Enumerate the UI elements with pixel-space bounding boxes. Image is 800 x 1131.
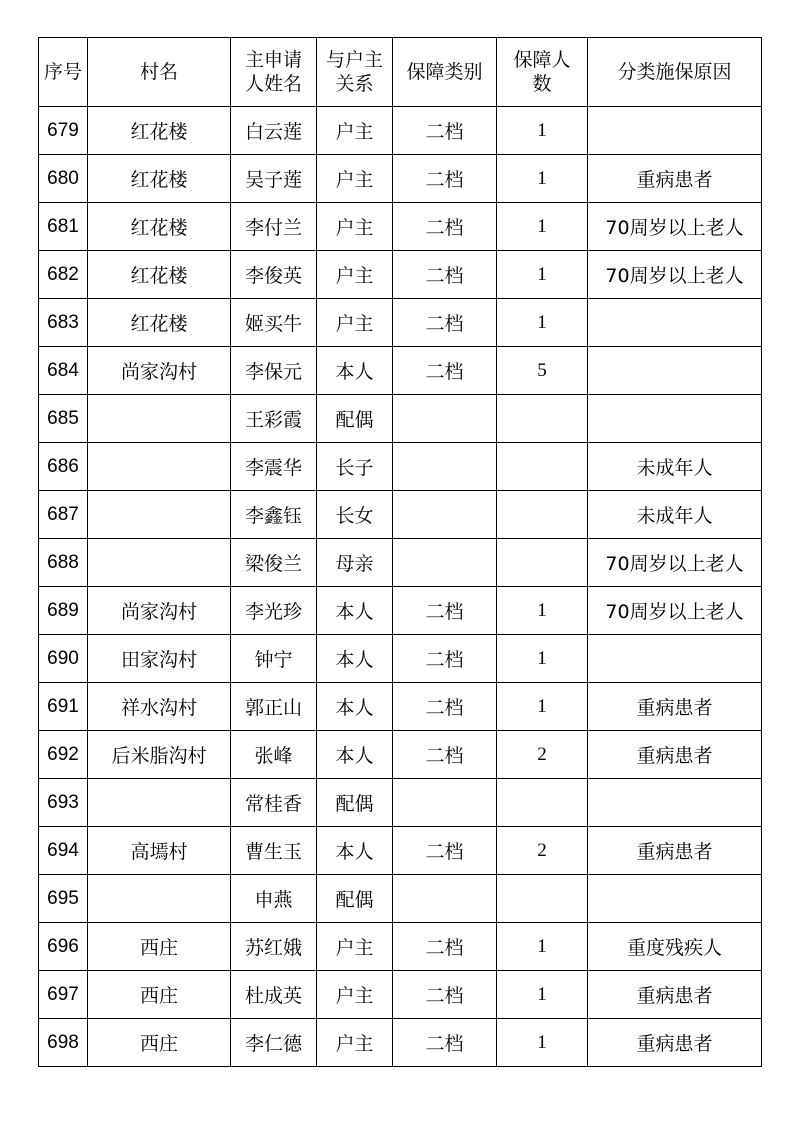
cell-assisted-count: 1 [497,683,588,731]
cell-serial-number: 696 [39,923,88,971]
cell-assistance-category: 二档 [393,731,497,779]
table-row [39,587,762,635]
cell-relation: 户主 [317,923,393,971]
header-village-name: 村名 [88,38,231,107]
table-header [39,38,762,107]
cell-assisted-count: 1 [497,971,588,1019]
table-row [39,491,762,539]
table-row [39,1019,762,1067]
cell-applicant-name: 梁俊兰 [231,539,317,587]
cell-classification-reason [588,347,762,395]
table-row [39,827,762,875]
cell-village-name: 西庄 [88,971,231,1019]
cell-village-name [88,539,231,587]
cell-assistance-category: 二档 [393,203,497,251]
cell-assistance-category [393,875,497,923]
cell-assisted-count: 1 [497,635,588,683]
cell-relation: 户主 [317,107,393,155]
cell-applicant-name: 王彩霞 [231,395,317,443]
cell-applicant-name: 李鑫钰 [231,491,317,539]
cell-applicant-name: 曹生玉 [231,827,317,875]
cell-assisted-count [497,395,588,443]
cell-applicant-name: 李付兰 [231,203,317,251]
cell-relation: 户主 [317,1019,393,1067]
cell-applicant-name: 姬买牛 [231,299,317,347]
cell-assistance-category: 二档 [393,299,497,347]
table-row [39,731,762,779]
cell-serial-number: 688 [39,539,88,587]
cell-village-name: 尚家沟村 [88,347,231,395]
cell-classification-reason [588,635,762,683]
cell-assistance-category: 二档 [393,155,497,203]
cell-assistance-category: 二档 [393,1019,497,1067]
cell-classification-reason [588,299,762,347]
cell-village-name: 田家沟村 [88,635,231,683]
table-row [39,347,762,395]
header-assisted-count: 保障人数 [497,38,588,107]
cell-assistance-category [393,491,497,539]
cell-assistance-category: 二档 [393,971,497,1019]
cell-assisted-count: 1 [497,251,588,299]
cell-assisted-count [497,491,588,539]
table-row [39,539,762,587]
cell-relation: 本人 [317,731,393,779]
cell-relation: 本人 [317,827,393,875]
cell-serial-number: 683 [39,299,88,347]
cell-assisted-count: 1 [497,923,588,971]
cell-classification-reason: 70周岁以上老人 [588,203,762,251]
cell-village-name [88,491,231,539]
cell-classification-reason [588,395,762,443]
cell-assisted-count: 1 [497,107,588,155]
cell-serial-number: 691 [39,683,88,731]
cell-assisted-count [497,539,588,587]
cell-village-name: 红花楼 [88,155,231,203]
cell-village-name: 祥水沟村 [88,683,231,731]
table-row [39,107,762,155]
cell-serial-number: 679 [39,107,88,155]
table-row [39,203,762,251]
cell-relation: 本人 [317,683,393,731]
cell-assisted-count: 1 [497,299,588,347]
cell-assisted-count: 1 [497,587,588,635]
cell-classification-reason: 70周岁以上老人 [588,587,762,635]
table-row [39,683,762,731]
cell-village-name [88,875,231,923]
cell-village-name: 西庄 [88,1019,231,1067]
cell-village-name: 红花楼 [88,107,231,155]
cell-assistance-category: 二档 [393,827,497,875]
table-row [39,251,762,299]
cell-applicant-name: 苏红娥 [231,923,317,971]
cell-relation: 本人 [317,635,393,683]
table-row [39,155,762,203]
cell-village-name [88,395,231,443]
cell-classification-reason: 重病患者 [588,1019,762,1067]
cell-relation: 户主 [317,251,393,299]
cell-applicant-name: 吴子莲 [231,155,317,203]
cell-serial-number: 695 [39,875,88,923]
cell-applicant-name: 张峰 [231,731,317,779]
cell-relation: 长子 [317,443,393,491]
cell-assisted-count: 1 [497,1019,588,1067]
table-row [39,779,762,827]
cell-assisted-count: 1 [497,155,588,203]
cell-village-name: 后米脂沟村 [88,731,231,779]
cell-relation: 户主 [317,155,393,203]
cell-village-name: 高墕村 [88,827,231,875]
table-row [39,395,762,443]
cell-assistance-category: 二档 [393,587,497,635]
table-row [39,635,762,683]
cell-assisted-count [497,875,588,923]
cell-applicant-name: 郭正山 [231,683,317,731]
cell-applicant-name: 杜成英 [231,971,317,1019]
cell-serial-number: 685 [39,395,88,443]
cell-classification-reason: 重病患者 [588,155,762,203]
cell-assisted-count: 2 [497,827,588,875]
cell-applicant-name: 白云莲 [231,107,317,155]
cell-classification-reason: 重病患者 [588,683,762,731]
cell-classification-reason: 重病患者 [588,731,762,779]
cell-assistance-category: 二档 [393,923,497,971]
cell-assistance-category: 二档 [393,107,497,155]
cell-relation: 本人 [317,587,393,635]
cell-village-name [88,779,231,827]
cell-classification-reason: 重病患者 [588,971,762,1019]
cell-relation: 配偶 [317,395,393,443]
cell-village-name: 红花楼 [88,299,231,347]
cell-applicant-name: 常桂香 [231,779,317,827]
assistance-roster-table [38,37,762,1067]
cell-assistance-category: 二档 [393,635,497,683]
cell-serial-number: 698 [39,1019,88,1067]
cell-relation: 配偶 [317,779,393,827]
header-relation-to-householder: 与户主关系 [317,38,393,107]
cell-serial-number: 686 [39,443,88,491]
cell-serial-number: 690 [39,635,88,683]
cell-village-name: 红花楼 [88,251,231,299]
cell-serial-number: 682 [39,251,88,299]
cell-village-name: 尚家沟村 [88,587,231,635]
cell-serial-number: 694 [39,827,88,875]
cell-assistance-category [393,395,497,443]
cell-serial-number: 689 [39,587,88,635]
cell-classification-reason: 70周岁以上老人 [588,539,762,587]
header-applicant-name: 主申请人姓名 [231,38,317,107]
cell-village-name: 红花楼 [88,203,231,251]
table-row [39,875,762,923]
cell-relation: 本人 [317,347,393,395]
cell-applicant-name: 申燕 [231,875,317,923]
cell-serial-number: 693 [39,779,88,827]
cell-serial-number: 680 [39,155,88,203]
cell-assistance-category [393,443,497,491]
cell-assisted-count [497,779,588,827]
table-row [39,971,762,1019]
cell-relation: 户主 [317,971,393,1019]
cell-assistance-category [393,779,497,827]
table-row [39,923,762,971]
cell-relation: 户主 [317,203,393,251]
cell-relation: 户主 [317,299,393,347]
cell-assistance-category: 二档 [393,347,497,395]
table-row [39,443,762,491]
cell-applicant-name: 李保元 [231,347,317,395]
cell-village-name [88,443,231,491]
cell-assistance-category: 二档 [393,251,497,299]
cell-assisted-count: 2 [497,731,588,779]
table-body [39,107,762,1067]
header-assistance-category: 保障类别 [393,38,497,107]
cell-village-name: 西庄 [88,923,231,971]
cell-serial-number: 687 [39,491,88,539]
cell-classification-reason [588,779,762,827]
cell-applicant-name: 李震华 [231,443,317,491]
header-row [39,38,762,107]
cell-serial-number: 692 [39,731,88,779]
cell-assisted-count: 5 [497,347,588,395]
header-serial-number: 序号 [39,38,88,107]
cell-relation: 配偶 [317,875,393,923]
cell-relation: 母亲 [317,539,393,587]
cell-applicant-name: 李光珍 [231,587,317,635]
cell-assisted-count [497,443,588,491]
cell-applicant-name: 钟宁 [231,635,317,683]
cell-serial-number: 681 [39,203,88,251]
cell-relation: 长女 [317,491,393,539]
cell-classification-reason [588,875,762,923]
cell-classification-reason: 重病患者 [588,827,762,875]
cell-classification-reason: 未成年人 [588,491,762,539]
cell-applicant-name: 李俊英 [231,251,317,299]
cell-classification-reason: 重度残疾人 [588,923,762,971]
cell-assisted-count: 1 [497,203,588,251]
cell-serial-number: 697 [39,971,88,1019]
cell-classification-reason: 未成年人 [588,443,762,491]
cell-assistance-category: 二档 [393,683,497,731]
cell-assistance-category [393,539,497,587]
cell-applicant-name: 李仁德 [231,1019,317,1067]
cell-classification-reason [588,107,762,155]
table-row [39,299,762,347]
cell-classification-reason: 70周岁以上老人 [588,251,762,299]
cell-serial-number: 684 [39,347,88,395]
header-classification-reason: 分类施保原因 [588,38,762,107]
